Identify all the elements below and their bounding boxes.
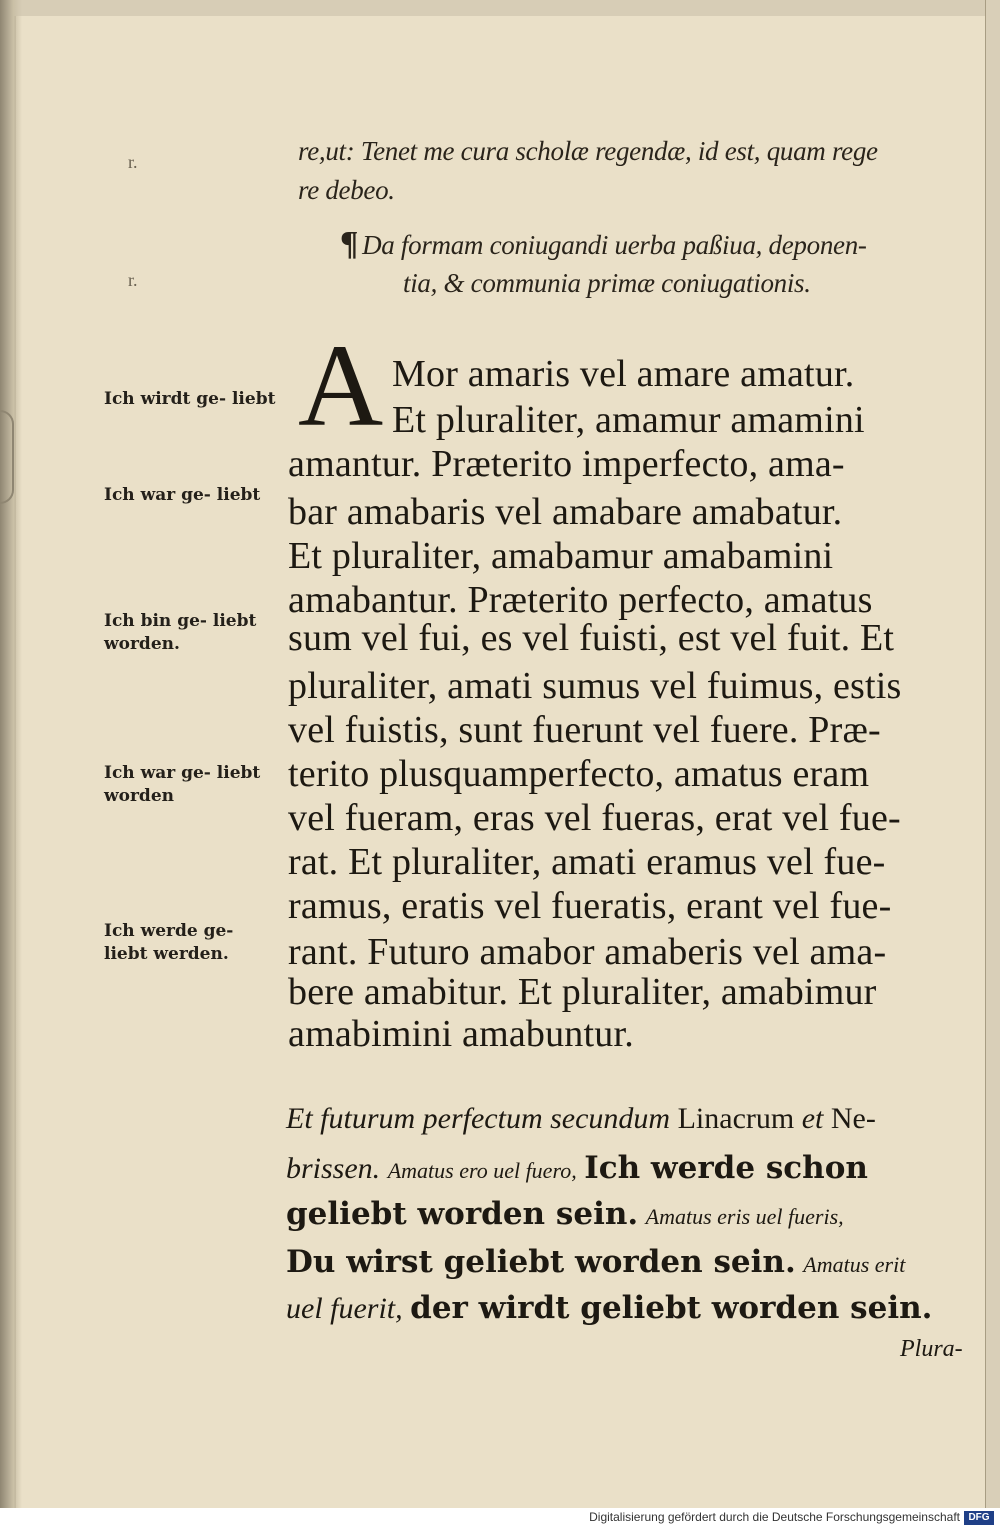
text-line: vel fueram, eras vel fueras, erat vel fue- (288, 797, 901, 839)
instruction-line: tia, & communia primæ coniugationis. (403, 268, 811, 298)
margin-gloss: Ich war ge- liebt worden (104, 763, 261, 806)
stray-mark: r. (128, 270, 138, 290)
text-line: Et pluraliter, amamur amamini (392, 399, 865, 441)
german-text: der wirdt geliebt worden sein. (410, 1290, 933, 1326)
margin-gloss: Ich werde ge- liebt werden. (104, 921, 234, 964)
text-line: sum vel fui, es vel fuisti, est vel fuit. Et (288, 617, 895, 659)
continued-line: re debeo. (298, 175, 395, 205)
margin-gloss: Ich wirdt ge- liebt (104, 389, 276, 409)
latin-text: Et futurum perfectum secundum (286, 1102, 671, 1135)
binding-tab (0, 410, 14, 504)
german-text: geliebt worden sein. (286, 1196, 639, 1232)
stray-mark: r. (128, 152, 138, 172)
text-line: amabantur. Præterito perfecto, amatus (288, 579, 873, 621)
binding-shadow (0, 0, 22, 1508)
drop-capital: A (298, 320, 384, 451)
text-line: rant. Futuro amabor amaberis vel ama- (288, 931, 887, 973)
catchword: Plura- (900, 1336, 963, 1362)
latin-text: et (801, 1102, 824, 1135)
latin-text: Ne- (830, 1102, 876, 1135)
text-line: Mor amaris vel amare amatur. (392, 353, 855, 395)
text-line: ramus, eratis vel fueratis, erant vel fue- (288, 885, 892, 927)
next-leaf-edge (985, 0, 1000, 1508)
latin-text: Amatus ero uel fuero, (387, 1158, 577, 1183)
margin-gloss: Ich war ge- liebt (104, 485, 261, 505)
latin-text: brissen. (286, 1152, 381, 1185)
latin-text: Amatus erit (803, 1252, 906, 1277)
supplement-line (286, 1102, 876, 1136)
dfg-logo: DFG (964, 1511, 994, 1525)
supplement-line (286, 1244, 905, 1280)
latin-text: Linacrum (677, 1102, 795, 1135)
text-line: vel fuistis, sunt fuerunt vel fuere. Præ- (288, 709, 881, 751)
text-line: pluraliter, amati sumus vel fuimus, estis (288, 665, 902, 707)
german-text: Du wirst geliebt worden sein. (286, 1244, 796, 1280)
text-line: bere amabitur. Et pluraliter, amabimur (288, 971, 877, 1013)
pilcrow-icon: ¶ (340, 225, 359, 262)
text-line: amabimini amabuntur. (288, 1013, 634, 1055)
continued-line: re,ut: Tenet me cura scholæ regendæ, id est, quam rege (298, 136, 878, 166)
text-line: terito plusquamperfecto, amatus eram (288, 753, 870, 795)
german-text: Ich werde schon (584, 1150, 868, 1186)
text-line: Et pluraliter, amabamur amabamini (288, 535, 834, 577)
latin-text: Amatus eris uel fueris, (645, 1204, 844, 1229)
text-line: rat. Et pluraliter, amati eramus vel fue- (288, 841, 886, 883)
supplement-line (286, 1290, 932, 1326)
digitization-credit: Digitalisierung gefördert durch die Deutsche Forschungsgemeinschaft (589, 1510, 960, 1524)
instruction-line (340, 225, 867, 263)
instruction-text: Da formam coniugandi uerba paßiua, deponen- (362, 230, 867, 260)
latin-text: uel fuerit, (286, 1292, 403, 1325)
margin-gloss: Ich bin ge- liebt worden. (104, 611, 257, 654)
text-line: amantur. Præterito imperfecto, ama- (288, 443, 845, 485)
supplement-line (286, 1196, 844, 1232)
text-line: bar amabaris vel amabare amabatur. (288, 491, 843, 533)
supplement-line (286, 1150, 868, 1186)
